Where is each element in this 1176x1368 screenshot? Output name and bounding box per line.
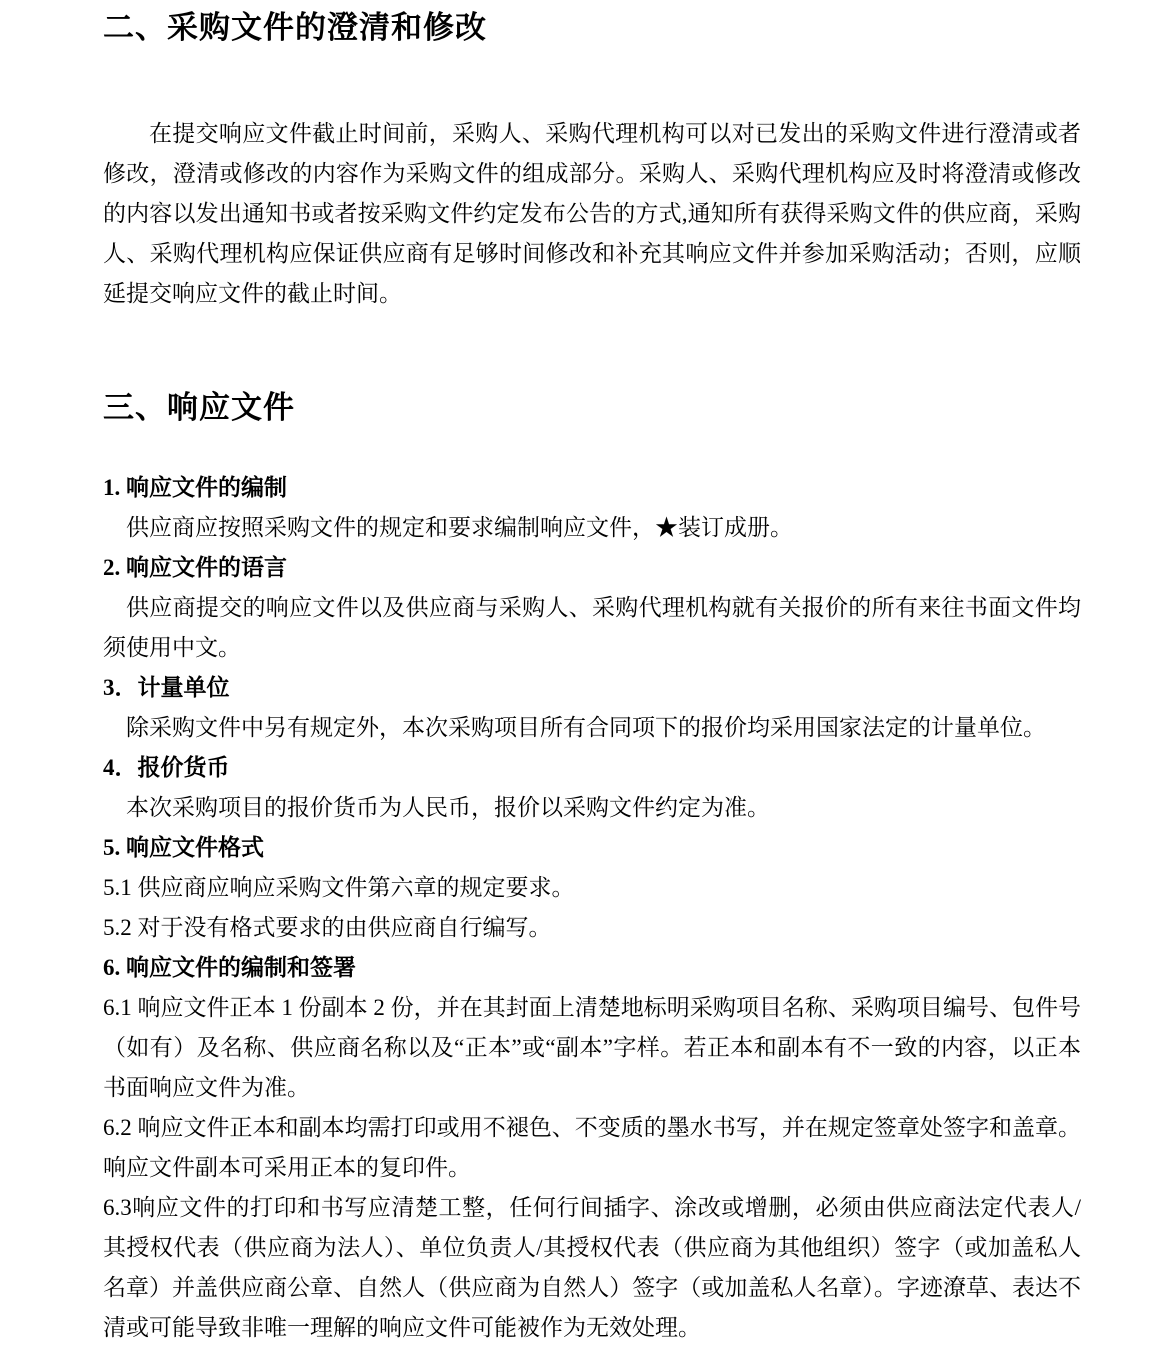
item-2-paragraph: 供应商提交的响应文件以及供应商与采购人、采购代理机构就有关报价的所有来往书面文件均须使用中文。 [103,595,1081,660]
item-4-title: 4．报价货币 [103,755,230,780]
item-3-paragraph: 除采购文件中另有规定外，本次采购项目所有合同项下的报价均采用国家法定的计量单位。 [126,715,1046,740]
item-1-title: 1. 响应文件的编制 [103,475,287,500]
item-4-paragraph: 本次采购项目的报价货币为人民币，报价以采购文件约定为准。 [126,795,770,820]
clause-6-2: 6.2 响应文件正本和副本均需打印或用不褪色、不变质的墨水书写，并在规定签章处签字和盖章。响应文件副本可采用正本的复印件。 [103,1115,1081,1180]
clause-5-1: 5.1 供应商应响应采购文件第六章的规定要求。 [103,875,575,900]
section-3-body [103,468,1081,1348]
item-2-title: 2. 响应文件的语言 [103,555,287,580]
section-2-heading: 二、采购文件的澄清和修改 [103,10,487,46]
clause-6-1: 6.1 响应文件正本 1 份副本 2 份，并在其封面上清楚地标明采购项目名称、采购项目编号、包件号（如有）及名称、供应商名称以及“正本”或“副本”字样。若正本和副本有不一致的内容，以正本书面响应文件为准。 [103,995,1081,1100]
section-3-heading: 三、响应文件 [103,390,295,426]
section-2-paragraph: 在提交响应文件截止时间前，采购人、采购代理机构可以对已发出的采购文件进行澄清或者修改，澄清或修改的内容作为采购文件的组成部分。采购人、采购代理机构应及时将澄清或修改的内容以发出通知书或者按采购文件约定发布公告的方式,通知所有获得采购文件的供应商，采购人、采购代理机构应保证供应商有足够时间修改和补充其响应文件并参加采购活动；否则，应顺延提交响应文件的截止时间。 [103,121,1081,306]
item-5-title: 5. 响应文件格式 [103,835,264,860]
clause-6-3: 6.3响应文件的打印和书写应清楚工整，任何行间插字、涂改或增删，必须由供应商法定代表人/其授权代表（供应商为法人）、单位负责人/其授权代表（供应商为其他组织）签字（或加盖私人名章）并盖供应商公章、自然人（供应商为自然人）签字（或加盖私人名章）。字迹潦草、表达不清或可能导致非唯一理解的响应文件可能被作为无效处理。 [103,1195,1081,1340]
item-1-paragraph: 供应商应按照采购文件的规定和要求编制响应文件，★装订成册。 [126,515,793,540]
item-3-title: 3．计量单位 [103,675,230,700]
item-6-title: 6. 响应文件的编制和签署 [103,955,356,980]
clause-5-2: 5.2 对于没有格式要求的由供应商自行编写。 [103,915,552,940]
